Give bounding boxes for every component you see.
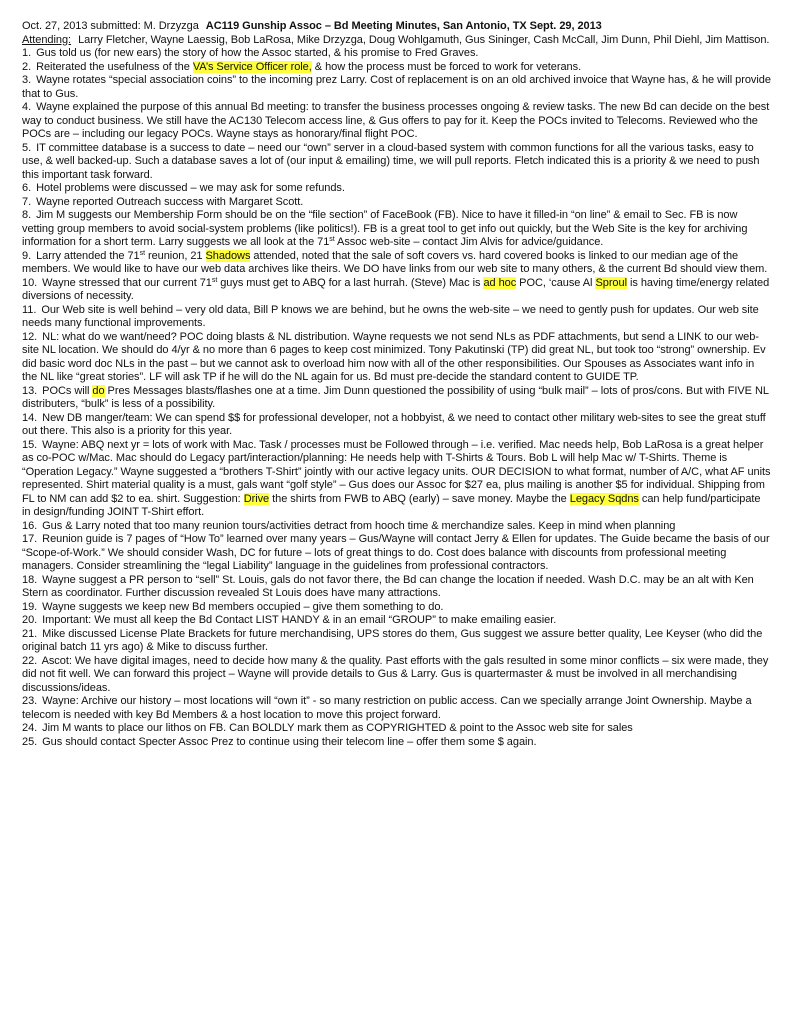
item-text: can help fund/participate in design/funding JOINT T-Shirt effort. <box>22 492 761 518</box>
item-number: 16. <box>22 519 38 532</box>
item-text: Assoc web-site – contact Jim Alvis for advice/guidance. <box>334 236 604 248</box>
item-number: 8. <box>22 209 32 221</box>
ordinal-superscript: st <box>139 249 145 257</box>
item-number: 19. <box>22 600 38 613</box>
minutes-item <box>22 533 771 574</box>
minutes-item <box>22 250 771 277</box>
item-number: 3. <box>22 74 32 86</box>
item-text: New DB manger/team: We can spend $$ for professional developer, not a hobbyist, & we need to contact other military web-sites to see the great stuff out there. This also is a priority for this year. <box>22 411 766 437</box>
item-text: Wayne rotates “special association coins” to the incoming prez Larry. Cost of replacement is on an old archived invoice that Wayne has, & he will provide that to Gus. <box>22 74 771 100</box>
item-text: attended, noted that the sale of soft covers vs. hard covered books is linked to our median age of the members. We would like to have our web data archives like theirs. We DO have links from our web site to many others, & the current Bd should view them. <box>22 249 768 275</box>
attendance-names: Larry Fletcher, Wayne Laessig, Bob LaRosa, Mike Drzyzga, Doug Wohlgamuth, Gus Sininger, Cash McCall, Jim Dunn, Phil Diehl, Jim Mattison. <box>78 33 770 46</box>
minutes-item <box>22 574 771 601</box>
item-number: 20. <box>22 614 38 626</box>
minutes-item <box>22 182 771 196</box>
item-number: 17. <box>22 533 38 545</box>
item-text: POC, ‘cause Al <box>516 276 596 289</box>
document-header <box>22 20 771 34</box>
item-number: 25. <box>22 735 38 748</box>
item-text: Mike discussed License Plate Brackets for future merchandising, UPS stores do them, Gus suggest we assure better quality, Lee Keyser (who did the original batch 11 yrs ago) & Mike to discuss further. <box>22 627 763 653</box>
minutes-item <box>22 277 771 304</box>
item-text: Jim M suggests our Membership Form should be on the “file section” of FaceBook (FB). Nice to have it filled-in “on line” & email to Sec. FB is now vetting group members to avoid social-system problems (like politics!). FB is a great tool to get info out quickly, but the Web Site is the key for archiving information for a short term. Larry suggests we all look at the 71 <box>22 209 748 248</box>
item-text: Wayne suggest a PR person to “sell” St. Louis, gals do not favor there, the Bd can change the location if needed. Wash D.C. may be an alt with Ken Stern as coordinator. Further discussion revealed St Louis does have many attractions. <box>22 573 754 599</box>
submission-info: Oct. 27, 2013 submitted: M. Drzyzga <box>22 20 199 32</box>
item-text: Gus told us (for new ears) the story of how the Assoc started, & his promise to Fred Graves. <box>36 47 479 59</box>
minutes-item <box>22 74 771 101</box>
item-text: Reiterated the usefulness of the <box>36 60 193 73</box>
minutes-item <box>22 601 771 615</box>
item-number: 1. <box>22 47 32 59</box>
attendance-line <box>22 34 771 48</box>
minutes-item <box>22 655 771 696</box>
minutes-item <box>22 331 771 385</box>
minutes-item <box>22 695 771 722</box>
highlighted-text: Shadows <box>205 249 251 262</box>
item-number: 2. <box>22 60 32 73</box>
minutes-item <box>22 385 771 412</box>
item-text: NL: what do we want/need? POC doing blasts & NL distribution. Wayne requests we not send NLs as PDF attachments, but send a LINK to our web-site NL location. We should do 4/yr & no more than 6 pages to keep cost minimized. Tony Pakutinski (TP) did great NL, but took too “strong” ownership. Ev did basic word doc NLs in the past – but we cannot ask to overload him now with all of the other responsibilities. Our Spouses as Associates want info in the NL like “great stories”. LF will ask TP if he will do the NL again for us. Bd must pre-decide the standard content to GUIDE TP. <box>22 330 766 383</box>
highlighted-text: VA’s Service Officer role, <box>192 60 312 73</box>
item-text: Hotel problems were discussed – we may ask for some refunds. <box>36 182 345 194</box>
item-text: is having time/energy related diversions of necessity. <box>22 276 770 302</box>
item-text: IT committee database is a success to date – need our “own” server in a cloud-based system with common functions for all the various tasks, easy to use, & well backed-up. Such a database saves a lot of (our input & emailing) time, we will pull reports. Fletch indicated this is a priority & we need to push this important task forward. <box>22 141 760 181</box>
item-text: Wayne: Archive our history – most locations will “own it” - so many restriction on public access. Can we specially arrange Joint Ownership. Maybe a telecom is needed with key Bd Members & a host location to move this project forward. <box>22 695 752 721</box>
item-text: Wayne stressed that our current 71 <box>42 276 212 289</box>
item-number: 24. <box>22 722 38 734</box>
minutes-item <box>22 722 771 736</box>
item-text: Wayne explained the purpose of this annual Bd meeting: to transfer the business processes ongoing & review tasks. The new Bd can decide on the best way to conduct business. We still have the AC130 Telecom access line, & Gus offers to pay for it. Keep the POCs invited to Telecoms. Reviewed who the POCs are – including our legacy POCs. Wayne stays as honorary/final flight POC. <box>22 101 770 140</box>
minutes-item <box>22 142 771 183</box>
minutes-item-list <box>22 47 771 749</box>
highlighted-text: Legacy Sqdns <box>569 492 639 505</box>
item-number: 12. <box>22 330 38 343</box>
item-text: guys must get to ABQ for a last hurrah. (Steve) Mac is <box>217 276 484 289</box>
item-number: 22. <box>22 654 38 667</box>
item-text: Pres Messages blasts/flashes one at a time. Jim Dunn questioned the possibility of using “bulk mail” – lots of pros/cons. But with FIVE NL distributers, “bulk” is less of a possibility. <box>22 384 769 410</box>
item-number: 7. <box>22 195 32 208</box>
minutes-item <box>22 196 771 210</box>
item-text: Gus should contact Specter Assoc Prez to continue using their telecom line – offer them some $ again. <box>42 735 537 748</box>
item-text: Ascot: We have digital images, need to decide how many & the quality. Past efforts with the gals resulted in some minor conflicts – six were made, they did not fit well. We can forward this project – Wayne will provide details to Gus & Larry. Gus is quartermaster & must be involved in all merchandising discussions/ideas. <box>22 654 769 694</box>
item-number: 15. <box>22 438 38 451</box>
highlighted-text: Drive <box>243 492 270 505</box>
document-title: AC119 Gunship Assoc – Bd Meeting Minutes, San Antonio, TX Sept. 29, 2013 <box>205 20 602 32</box>
minutes-item <box>22 614 771 628</box>
minutes-item <box>22 61 771 75</box>
item-text: POCs will <box>42 384 93 397</box>
item-text: & how the process must be forced to work for veterans. <box>311 60 582 73</box>
minutes-item <box>22 520 771 534</box>
minutes-item <box>22 209 771 250</box>
item-text: Wayne suggests we keep new Bd members occupied – give them something to do. <box>42 600 444 613</box>
minutes-item <box>22 439 771 520</box>
item-text: Reunion guide is 7 pages of “How To” learned over many years – Gus/Wayne will contact Jerry & Ellen for updates. The Guide became the basis of our “Scope-of-Work.” We should consider Wash, DC for future – lots of great things to do. Cost does balance with discounts from professional meeting managers. Consider streamlining the “legal Liability” language in the guidelines from professional contractors. <box>22 533 770 572</box>
item-number: 11. <box>22 303 37 316</box>
item-text: Larry attended the 71 <box>36 249 140 262</box>
item-text: Jim M wants to place our lithos on FB. Can BOLDLY mark them as COPYRIGHTED & point to the Assoc web site for sales <box>42 722 633 734</box>
item-number: 10. <box>22 276 38 289</box>
item-number: 5. <box>22 141 32 154</box>
item-number: 23. <box>22 695 38 707</box>
minutes-item <box>22 101 771 142</box>
minutes-item <box>22 412 771 439</box>
minutes-item <box>22 736 771 750</box>
minutes-item <box>22 47 771 61</box>
item-number: 13. <box>22 384 38 397</box>
item-text: Wayne: ABQ next yr = lots of work with Mac. Task / processes must be Followed through – i.e. verified. Mac needs help, Bob LaRosa is a great helper as co-POC w/Mac. Mac should do Legacy part/interaction/planning: He needs help with T-Shirts & Tours. Bob L will help Mac w/ T-Shirts. Theme is “Operation Legacy.” Wayne suggested a “brothers T-Shirt” jointly with our active legacy units. OUR DECISION to what format, number of A/C, what AF units represented. Shirt material quality is a must, gals want “golf style” – Gus does our Assoc for $27 ea, plus mailing is another $5 for individual. Shipping from FL to NM can add $2 to ea. shirt. Suggestion: <box>22 438 771 505</box>
item-number: 9. <box>22 249 32 262</box>
item-number: 4. <box>22 101 32 113</box>
minutes-item <box>22 628 771 655</box>
attendance-label: Attending: <box>22 33 72 46</box>
highlighted-text: Sproul <box>595 276 627 289</box>
ordinal-superscript: st <box>211 276 218 284</box>
item-number: 18. <box>22 573 38 586</box>
ordinal-superscript: st <box>329 236 335 243</box>
highlighted-text: do <box>92 384 105 397</box>
item-text: Our Web site is well behind – very old data, Bill P knows we are behind, but he owns the web-site – we need to gently push for updates. Our web site needs many functional improvements. <box>22 303 759 329</box>
item-text: reunion, 21 <box>144 249 206 262</box>
item-number: 6. <box>22 182 32 194</box>
item-number: 21. <box>22 627 38 640</box>
item-text: Gus & Larry noted that too many reunion tours/activities detract from hooch time & merchandize sales. Keep in mind when planning <box>42 519 676 532</box>
item-text: Wayne reported Outreach success with Margaret Scott. <box>36 195 304 208</box>
highlighted-text: ad hoc <box>483 276 517 289</box>
item-text: Important: We must all keep the Bd Contact LIST HANDY & in an email “GROUP” to make emailing easier. <box>42 614 557 626</box>
item-number: 14. <box>22 411 38 424</box>
minutes-item <box>22 304 771 331</box>
item-text: the shirts from FWB to ABQ (early) – save money. Maybe the <box>269 492 570 505</box>
